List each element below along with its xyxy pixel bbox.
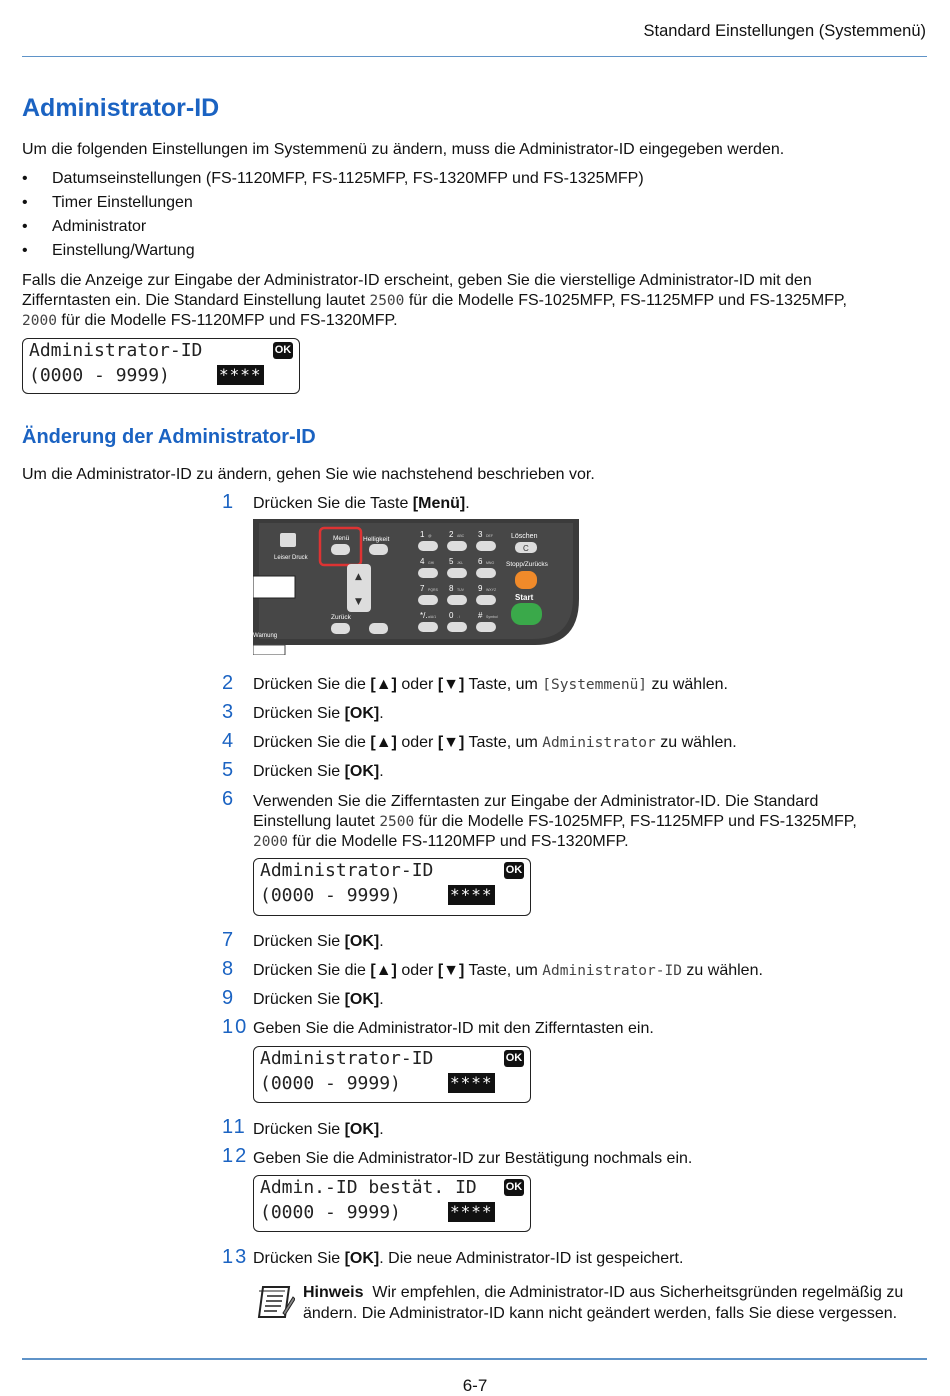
header-rule [22,56,927,57]
keypad-key-label: 4 [420,557,425,566]
step-text: Drücken Sie [OK]. Die neue Administrator-ID ist gespeichert. [253,1250,684,1267]
loeschen-key-label: C [523,544,529,553]
step-text: Drücken Sie [OK]. [253,705,384,722]
lcd-line-1: Administrator-ID [29,340,203,361]
lcd-line-2: (0000 - 9999) [260,1202,401,1223]
list-item: • Einstellung/Wartung [22,242,195,259]
step-text: Drücken Sie [OK]. [253,763,384,780]
keypad-key [476,568,496,578]
zurueck-label: Zurück [331,614,351,621]
keypad-key [447,541,467,551]
step-number: 12 [222,1145,249,1167]
keypad-key [447,568,467,578]
keypad-key-label: 9 [478,584,483,593]
keypad-key-sublabel: DEF [486,534,493,538]
svg-text:▼: ▼ [355,597,362,607]
keypad-key [447,622,467,632]
keypad-key-sublabel: @ [428,534,432,538]
keypad-key-sublabel: ABC [457,534,465,538]
step-number: 7 [222,929,234,951]
ok-icon: OK [504,1050,524,1067]
step-text: Drücken Sie die [▲] oder [▼] Taste, um Administrator zu wählen. [253,734,737,751]
keypad-key [418,595,438,605]
lcd-value: **** [450,1202,493,1221]
lcd-line-1: Admin.-ID bestät. ID [260,1177,477,1198]
keypad-key [447,595,467,605]
leiser-druck-label: Leiser Druck [274,555,308,561]
step-text: Drücken Sie [OK]. [253,991,384,1008]
step-number: 1 [222,491,234,513]
lcd-line-2: (0000 - 9999) [260,885,401,906]
keypad-key-sublabel: PQRS [428,588,438,592]
keypad-key-label: 3 [478,530,483,539]
step-number: 9 [222,987,234,1009]
step-text: Geben Sie die Administrator-ID mit den Zifferntasten ein. [253,1020,654,1037]
lcd-screen [253,858,531,916]
keypad-key-label: */. [420,611,428,620]
step-text: Drücken Sie die [▲] oder [▼] Taste, um Administrator-ID zu wählen. [253,962,763,979]
lcd-screen [253,1175,531,1232]
keypad-key [476,541,496,551]
keypad-key [418,568,438,578]
footer-rule [22,1358,927,1360]
list-item: • Datumseinstellungen (FS-1120MFP, FS-1125MFP, FS-1320MFP und FS-1325MFP) [22,170,644,187]
keypad-key [476,595,496,605]
step-number: 13 [222,1246,249,1268]
step-number: 10 [222,1016,249,1038]
step-number: 4 [222,730,234,752]
keypad-key-label: 6 [478,557,483,566]
lcd-line-2: (0000 - 9999) [29,365,170,386]
step-number: 8 [222,958,234,980]
menu-label: Menü [333,535,350,542]
keypad-key-label: 2 [449,530,454,539]
step-number: 3 [222,701,234,723]
keypad-key-sublabel: WXYZ [486,588,497,592]
keypad-key-sublabel: JKL [457,561,464,565]
running-header: Standard Einstellungen (Systemmenü) [643,22,926,40]
step-text: Drücken Sie [OK]. [253,1121,384,1138]
list-item: • Timer Einstellungen [22,194,193,211]
keypad-key-label: 7 [420,584,425,593]
step-text: Verwenden Sie die Zifferntasten zur Eingabe der Administrator-ID. Die Standard Einstellung lautet 2500 für die Modelle FS-1025MFP, FS-1125MFP und FS-1325MFP, 2000 für die Modelle FS-1120MFP und FS-1320MFP. [253,793,857,850]
ok-icon: OK [504,862,524,879]
lcd-value: **** [450,1073,493,1092]
note-icon [255,1283,295,1321]
lcd-screen [253,1046,531,1103]
step-number: 2 [222,672,234,694]
keypad-key-label: 8 [449,584,454,593]
helligkeit-label: Helligkeit [363,536,390,543]
lcd-value: **** [450,885,493,904]
step-text: Drücken Sie die Taste [Menü]. [253,495,470,512]
keypad-key-sublabel: a/A/1 [428,615,437,619]
section-paragraph: Falls die Anzeige zur Eingabe der Administrator-ID erscheint, geben Sie die vierstellige Administrator-ID mit den Zifferntasten ein. Die Standard Einstellung lautet 2500 für die Modelle FS-1025MFP, FS-1125MFP und FS-1325MFP, 2000 für die Modelle FS-1120MFP und FS-1320MFP. [22,272,847,329]
note-text: Hinweis Wir empfehlen, die Administrator-ID aus Sicherheitsgründen regelmäßig zu [303,1284,904,1301]
keypad-key-sublabel: TUV [457,588,464,592]
keypad-key-sublabel: MNO [486,561,495,565]
keypad-key-label: 5 [449,557,454,566]
section-title: Administrator-ID [22,94,220,122]
lcd-line-2: (0000 - 9999) [260,1073,401,1094]
start-label: Start [515,593,534,602]
ok-icon: OK [273,342,293,359]
page-number: 6-7 [462,1376,488,1395]
subsection-title: Änderung der Administrator-ID [22,426,316,448]
lcd-screen [22,338,300,394]
step-number: 5 [222,759,234,781]
keypad-key-sublabel: GHI [428,561,435,565]
ok-icon: OK [504,1179,524,1196]
keypad-key-label: 0 [449,611,454,620]
keypad-key-label: # [478,611,483,620]
keypad-key-sublabel: . / [457,615,460,619]
svg-text:▲: ▲ [355,572,362,582]
operation-panel-illustration [253,519,579,655]
list-item: • Administrator [22,218,147,235]
lcd-line-1: Administrator-ID [260,860,434,881]
warnung-label: Warnung [253,633,278,639]
keypad-key [476,622,496,632]
note-text-line2: ändern. Die Administrator-ID kann nicht geändert werden, falls Sie diese vergessen. [303,1305,898,1322]
keypad-key [418,622,438,632]
step-number: 6 [222,788,234,810]
step-number: 11 [222,1116,247,1138]
keypad-key [418,541,438,551]
section-intro: Um die folgenden Einstellungen im Systemmenü zu ändern, muss die Administrator-ID eingegeben werden. [22,141,785,158]
stopp-label: Stopp/Zurücks [506,561,548,568]
step-text: Geben Sie die Administrator-ID zur Bestätigung nochmals ein. [253,1150,693,1167]
step-text: Drücken Sie die [▲] oder [▼] Taste, um [Systemmenü] zu wählen. [253,676,728,693]
loeschen-label: Löschen [511,533,538,540]
lcd-value: **** [219,365,262,384]
subsection-intro: Um die Administrator-ID zu ändern, gehen Sie wie nachstehend beschrieben vor. [22,466,595,483]
step-text: Drücken Sie [OK]. [253,933,384,950]
lcd-line-1: Administrator-ID [260,1048,434,1069]
keypad-key-label: 1 [420,530,425,539]
keypad-key-sublabel: Symbol [486,615,498,619]
